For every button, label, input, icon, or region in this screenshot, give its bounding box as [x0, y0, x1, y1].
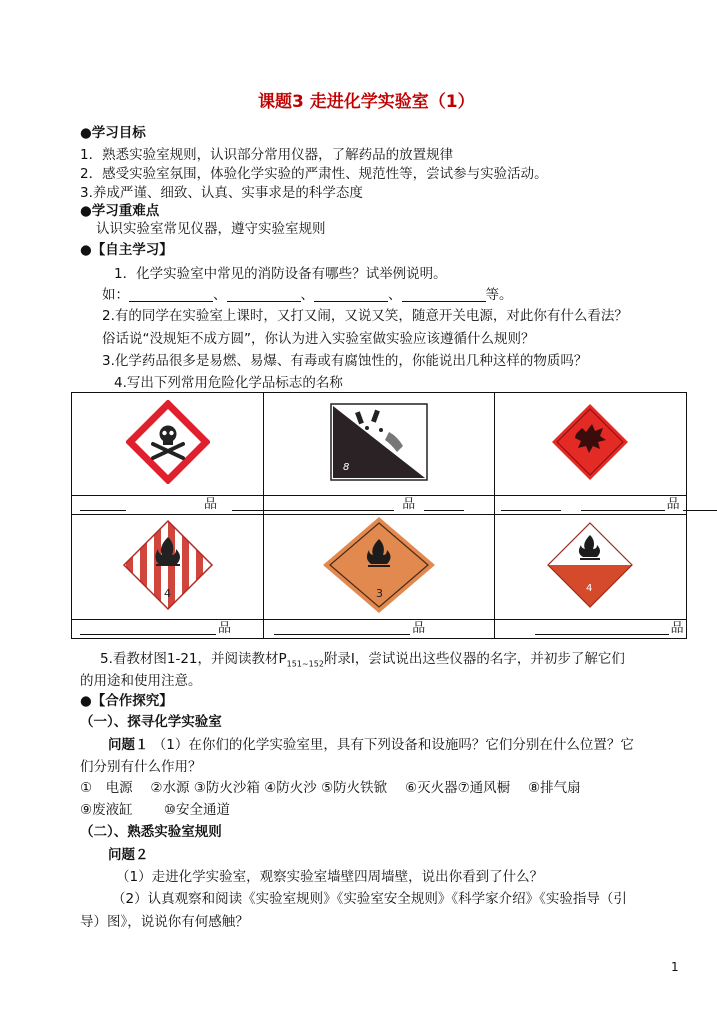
problem-2-item-2: （2）认真观察和阅读《实验室规则》《实验室安全规则》《科学家介绍》《实验指导（引 — [112, 891, 627, 907]
part-1-heading: （一）、探寻化学实验室 — [80, 714, 222, 730]
section-heading-key: ●学习重难点 — [80, 203, 160, 219]
answer-blank[interactable] — [129, 287, 213, 302]
question-1-suffix: 等。 — [485, 287, 513, 303]
sign-class-number: 4 — [163, 587, 171, 600]
key-text: 认识实验室常见仪器，遵守实验室规则 — [96, 221, 326, 237]
page-number: 1 — [671, 960, 679, 974]
toxic-sign-icon — [126, 400, 210, 484]
page-range: 151~152 — [286, 659, 324, 669]
problem-1-label: 问题１ — [108, 737, 149, 753]
facilities-list-1: ① 电源 ②水源 ③防火沙箱 ④防火沙 ⑤防火铁锨 ⑥灭火器⑦通风橱 ⑧排气扇 — [80, 780, 581, 796]
answer-suffix: 品 — [402, 497, 416, 512]
facilities-list-2: ⑨废液缸 ⑩安全通道 — [80, 802, 230, 818]
answer-suffix: 品 — [204, 497, 218, 512]
problem-1-text-cont: 们分别有什么作用？ — [80, 759, 202, 775]
answer-line — [80, 634, 216, 635]
problem-2-item-2-cont: 导）图》，说说你有何感触？ — [80, 914, 249, 930]
section-heading-goals: ●学习目标 — [80, 125, 146, 141]
answer-line — [274, 634, 410, 635]
answer-line — [581, 510, 665, 511]
answer-blank[interactable] — [314, 287, 388, 302]
answer-blank[interactable] — [402, 287, 486, 302]
hazard-sign-table — [71, 392, 687, 639]
flammable-solid-sign-icon — [118, 517, 218, 613]
answer-line — [683, 510, 717, 511]
sign-class-number: 3 — [375, 587, 383, 600]
separator: 、 — [213, 287, 227, 303]
answer-suffix: 品 — [412, 621, 426, 636]
sign-class-number: 8 — [342, 462, 350, 473]
answer-suffix: 品 — [218, 621, 232, 636]
sign-cell-flammable-liquid — [264, 515, 494, 620]
section-heading-self-study: ●【自主学习】 — [80, 242, 173, 258]
answer-cell[interactable] — [72, 496, 264, 515]
separator: 、 — [388, 287, 402, 303]
page-title: 课题3 走进化学实验室（1） — [258, 92, 475, 112]
section-heading-cooperative: ●【合作探究】 — [80, 693, 173, 709]
sign-class-number: 4 — [586, 583, 593, 594]
sign-cell-spontaneous-combustion — [494, 515, 686, 620]
corrosive-sign-icon — [329, 402, 429, 482]
answer-line — [535, 634, 669, 635]
sign-cell-toxic — [72, 393, 264, 496]
question-5-text-rest: 附录Ⅰ，尝试说出这些仪器的名字，并初步了解它们 — [323, 651, 625, 667]
answer-line — [424, 510, 464, 511]
problem-1 — [108, 736, 634, 754]
spontaneous-combustion-sign-icon — [540, 519, 640, 611]
question-5 — [100, 650, 625, 674]
part-2-heading: （二）、熟悉实验室规则 — [80, 824, 222, 840]
question-4: 4.写出下列常用危险化学品标志的名称 — [114, 375, 343, 391]
answer-cell[interactable] — [264, 496, 494, 515]
sign-cell-explosive — [494, 393, 686, 496]
question-2b: 俗话说“没规矩不成方圆”，你认为进入实验室做实验应该遵循什么规则？ — [102, 331, 535, 347]
problem-2-label: 问题２ — [108, 847, 149, 863]
answer-cell[interactable] — [264, 620, 494, 639]
question-2a: 2.有的同学在实验室上课时，又打又闹，又说又笑，随意开关电源，对此你有什么看法？ — [102, 308, 628, 324]
answer-suffix: 品 — [670, 621, 684, 636]
question-1-prefix: 如： — [102, 287, 129, 303]
answer-cell[interactable] — [494, 620, 686, 639]
question-5-text: 5.看教材图1-21，并阅读教材P — [100, 651, 287, 667]
answer-blank[interactable] — [227, 287, 301, 302]
question-5b: 的用途和使用注意。 — [80, 673, 202, 689]
question-1-blanks — [102, 286, 513, 304]
answer-suffix: 品 — [666, 497, 680, 512]
explosive-sign-icon — [548, 400, 632, 484]
sign-cell-corrosive — [264, 393, 494, 496]
goal-item-1: 1．熟悉实验室规则，认识部分常用仪器，了解药品的放置规律 — [80, 147, 454, 163]
question-3: 3.化学药品很多是易燃、易爆、有毒或有腐蚀性的，你能说出几种这样的物质吗？ — [102, 353, 588, 369]
problem-1-text: （1）在你们的化学实验室里，具有下列设备和设施吗？它们分别在什么位置？它 — [152, 737, 634, 753]
goal-item-2: 2．感受实验室氛围，体验化学实验的严肃性、规范性等，尝试参与实验活动。 — [80, 166, 548, 182]
question-1: 1．化学实验室中常见的消防设备有哪些？试举例说明。 — [114, 266, 447, 282]
flammable-liquid-sign-icon — [319, 515, 439, 615]
answer-cell[interactable] — [494, 496, 686, 515]
problem-2-item-1: （1）走进化学实验室，观察实验室墙壁四周墙壁，说出你看到了什么？ — [116, 869, 544, 885]
answer-line — [274, 510, 394, 511]
sign-cell-flammable-solid — [72, 515, 264, 620]
answer-cell[interactable] — [72, 620, 264, 639]
separator: 、 — [300, 287, 314, 303]
goal-item-3: 3.养成严谨、细致、认真、实事求是的科学态度 — [80, 185, 363, 201]
answer-line — [80, 510, 126, 511]
answer-line — [501, 510, 561, 511]
